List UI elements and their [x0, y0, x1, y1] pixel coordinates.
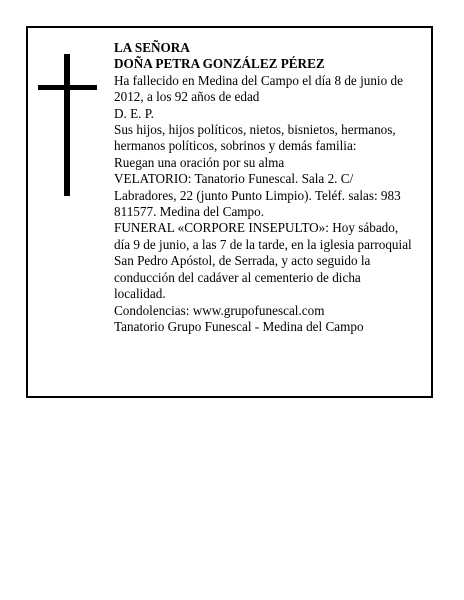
footer: Tanatorio Grupo Funescal - Medina del Campo	[114, 318, 364, 334]
prayer: Ruegan una oración por su alma	[114, 154, 285, 170]
family: Sus hijos, hijos políticos, nietos, bisnietos, hermanos, hermanos políticos, sobrinos y demás familia:	[114, 122, 396, 154]
velatorio: VELATORIO: Tanatorio Funescal. Sala 2. C/ Labradores, 22 (junto Punto Limpio). Teléf. salas: 983 811577. Medina del Campo.	[114, 171, 401, 220]
cross-horizontal-bar	[38, 85, 97, 90]
funeral: FUNERAL «CORPORE INSEPULTO»: Hoy sábado, día 9 de junio, a las 7 de la tarde, en la iglesia parroquial San Pedro Apóstol, de Serrada, y acto seguido la conducción del cadáver al cementerio de dicha localidad.	[114, 220, 412, 302]
cross-vertical-bar	[64, 54, 70, 196]
obituary-text	[114, 40, 414, 335]
condolences: Condolencias: www.grupofunescal.com	[114, 302, 325, 318]
death-info: Ha fallecido en Medina del Campo el día 8 de junio de 2012, a los 92 años de edad	[114, 72, 403, 105]
dep: D. E. P.	[114, 105, 154, 121]
deceased-name: DOÑA PETRA GONZÁLEZ PÉREZ	[114, 56, 325, 72]
heading: LA SEÑORA	[114, 40, 190, 55]
